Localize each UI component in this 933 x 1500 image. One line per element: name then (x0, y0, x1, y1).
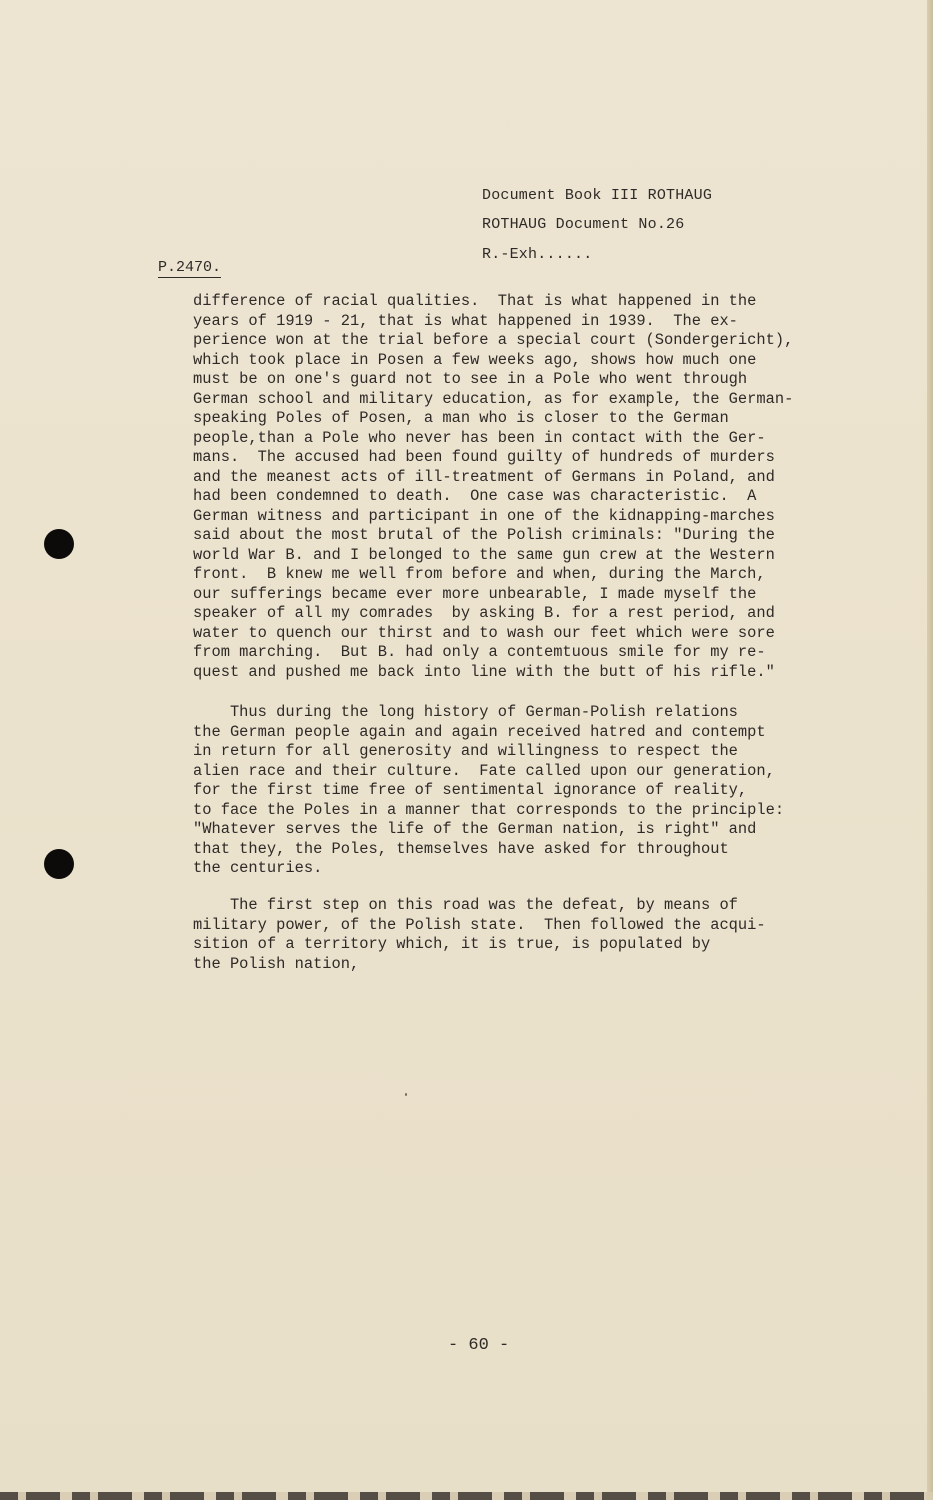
text-line: German witness and participant in one of the kidnapping-marches (193, 506, 775, 525)
text-line: water to quench our thirst and to wash our feet which were sore (193, 623, 775, 642)
text-line: and the meanest acts of ill-treatment of Germans in Poland, and (193, 467, 775, 486)
punch-hole-icon (44, 849, 74, 879)
paragraph-3 (193, 896, 766, 974)
text-line: must be on one's guard not to see in a Pole who went through (193, 370, 748, 388)
text-line: our sufferings became ever more unbearable, I made myself the (193, 584, 757, 603)
paper-speck (405, 1093, 407, 1096)
text-line: world War B. and I belonged to the same gun crew at the Western (193, 545, 775, 564)
text-line: years of 1919 - 21, that is what happened in 1939. The ex- (193, 311, 738, 330)
text-line: "Whatever serves the life of the German nation, is right" and (193, 820, 757, 838)
page-reference: P.2470. (158, 259, 222, 276)
text-line: Thus during the long history of German-Polish relations (193, 703, 738, 721)
text-line: had been condemned to death. One case was characteristic. A (193, 487, 757, 505)
text-line: difference of racial qualities. That is what happened in the (193, 292, 757, 310)
paragraph-2 (193, 703, 784, 879)
punch-hole-icon (44, 529, 74, 559)
text-line: speaker of all my comrades by asking B. for a rest period, and (193, 604, 775, 622)
text-line: to face the Poles in a manner that corresponds to the principle: (193, 800, 785, 819)
exhibit-line: R.-Exh...... (482, 246, 593, 263)
text-line: The first step on this road was the defeat, by means of (193, 896, 738, 914)
text-line: sition of a territory which, it is true, is populated by (193, 935, 711, 953)
text-line: in return for all generosity and willingness to respect the (193, 742, 738, 760)
document-book-line: Document Book III ROTHAUG (482, 187, 713, 204)
text-line: the German people again and again received hatred and contempt (193, 722, 766, 741)
text-line: mans. The accused had been found guilty of hundreds of murders (193, 448, 775, 466)
document-number-line: ROTHAUG Document No.26 (482, 216, 685, 233)
page-number: - 60 - (448, 1336, 510, 1355)
page-edge-shadow (927, 0, 933, 1500)
text-line: front. B knew me well from before and when, during the March, (193, 565, 766, 583)
text-line: quest and pushed me back into line with the butt of his rifle." (193, 662, 775, 681)
text-line: which took place in Posen a few weeks ago, shows how much one (193, 350, 757, 369)
text-line: that they, the Poles, themselves have asked for throughout (193, 839, 729, 858)
page-bottom-edge (0, 1492, 933, 1500)
text-line: for the first time free of sentimental ignorance of reality, (193, 781, 748, 799)
text-line: the Polish nation, (193, 954, 360, 973)
text-line: military power, of the Polish state. Then followed the acqui- (193, 915, 766, 934)
text-line: people,than a Pole who never has been in contact with the Ger- (193, 428, 766, 447)
text-line: from marching. But B. had only a contemtuous smile for my re- (193, 643, 766, 661)
text-line: alien race and their culture. Fate called upon our generation, (193, 761, 775, 780)
text-line: said about the most brutal of the Polish criminals: "During the (193, 526, 775, 544)
text-line: perience won at the trial before a special court (Sondergericht), (193, 331, 794, 349)
text-line: speaking Poles of Posen, a man who is closer to the German (193, 409, 729, 427)
text-line: German school and military education, as for example, the German- (193, 389, 794, 408)
paragraph-1 (193, 292, 793, 682)
text-line: the centuries. (193, 859, 323, 877)
